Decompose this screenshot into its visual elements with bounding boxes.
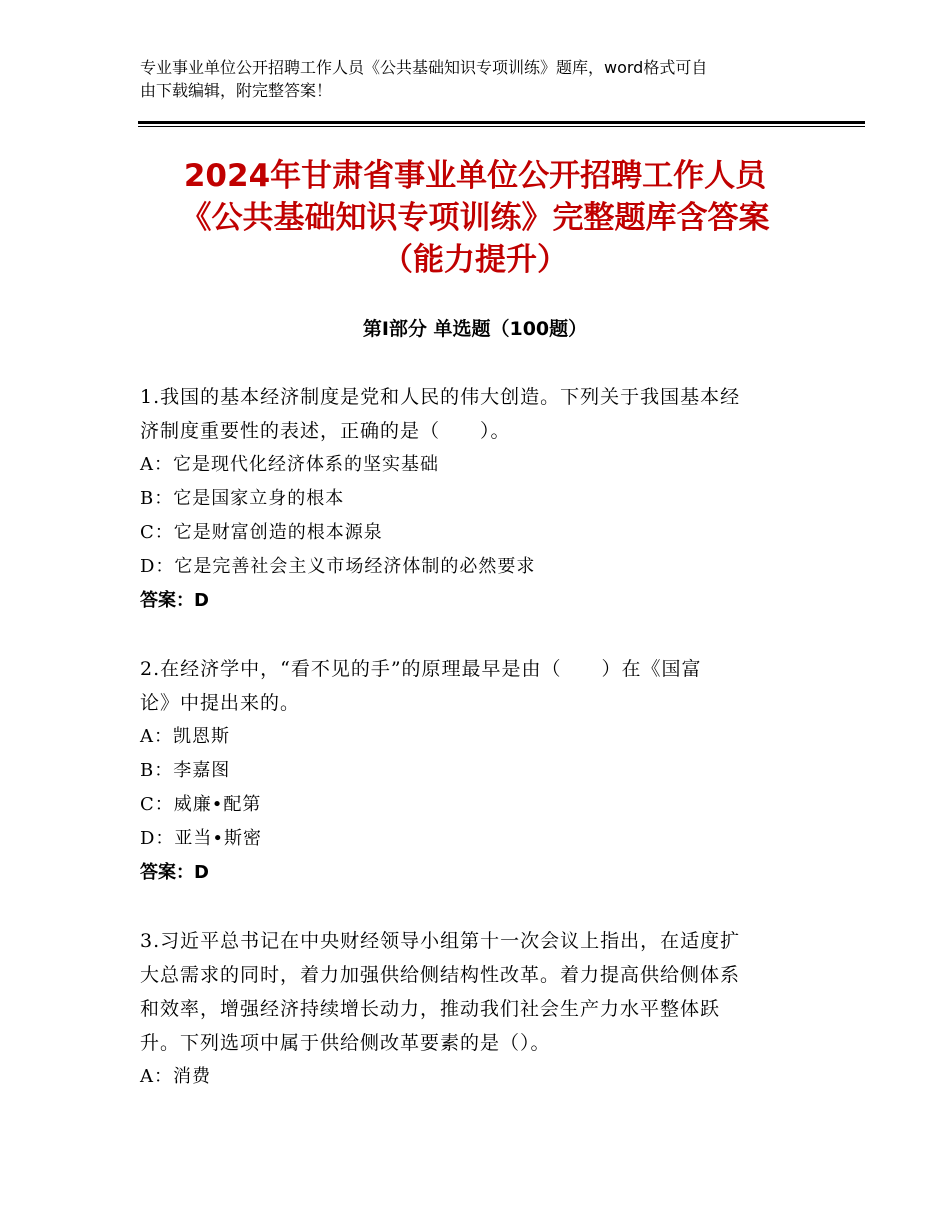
header-rule-thick — [138, 121, 865, 124]
title-line: （能力提升） — [382, 242, 568, 278]
option-a: A：凯恩斯 — [140, 726, 230, 747]
question-list — [140, 380, 808, 1094]
question-stem-line: 1.我国的基本经济制度是党和人民的伟大创造。下列关于我国基本经 — [140, 386, 741, 408]
question-2 — [140, 652, 808, 890]
header-rule-thin — [138, 126, 865, 127]
header-note — [140, 56, 810, 102]
answer-label: 答案：D — [140, 590, 209, 611]
option-c: C：威廉•配第 — [140, 794, 262, 815]
header-note-line: 专业事业单位公开招聘工作人员《公共基础知识专项训练》题库，word格式可自 — [140, 58, 708, 77]
question-stem-line: 大总需求的同时，着力加强供给侧结构性改革。着力提高供给侧体系 — [140, 964, 741, 986]
question-stem-line: 论》中提出来的。 — [140, 692, 301, 714]
option-d: D：它是完善社会主义市场经济体制的必然要求 — [140, 556, 536, 577]
header-note-line: 由下载编辑，附完整答案！ — [140, 81, 333, 100]
question-stem-line: 升。下列选项中属于供给侧改革要素的是（）。 — [140, 1032, 551, 1054]
option-b: B：它是国家立身的根本 — [140, 488, 345, 509]
question-spacer — [140, 618, 808, 652]
title-line: 2024年甘肃省事业单位公开招聘工作人员 — [183, 158, 767, 194]
answer-label: 答案：D — [140, 862, 209, 883]
option-d: D：亚当•斯密 — [140, 828, 263, 849]
option-b: B：李嘉图 — [140, 760, 231, 781]
question-stem-line: 2.在经济学中，“看不见的手”的原理最早是由（ ）在《国富 — [140, 658, 702, 680]
title-line: 《公共基础知识专项训练》完整题库含答案 — [180, 200, 770, 236]
question-stem-line: 3.习近平总书记在中央财经领导小组第十一次会议上指出，在适度扩 — [140, 930, 741, 952]
question-spacer — [140, 890, 808, 924]
question-1 — [140, 380, 808, 618]
question-stem-line: 济制度重要性的表述，正确的是（ ）。 — [140, 420, 511, 442]
option-a: A：消费 — [140, 1066, 211, 1087]
document-title — [140, 155, 810, 281]
question-3 — [140, 924, 808, 1094]
option-a: A：它是现代化经济体系的坚实基础 — [140, 454, 439, 475]
option-c: C：它是财富创造的根本源泉 — [140, 522, 383, 543]
section-title: 第Ⅰ部分 单选题（100题） — [362, 318, 588, 340]
question-stem-line: 和效率，增强经济持续增长动力，推动我们社会生产力水平整体跃 — [140, 998, 721, 1020]
